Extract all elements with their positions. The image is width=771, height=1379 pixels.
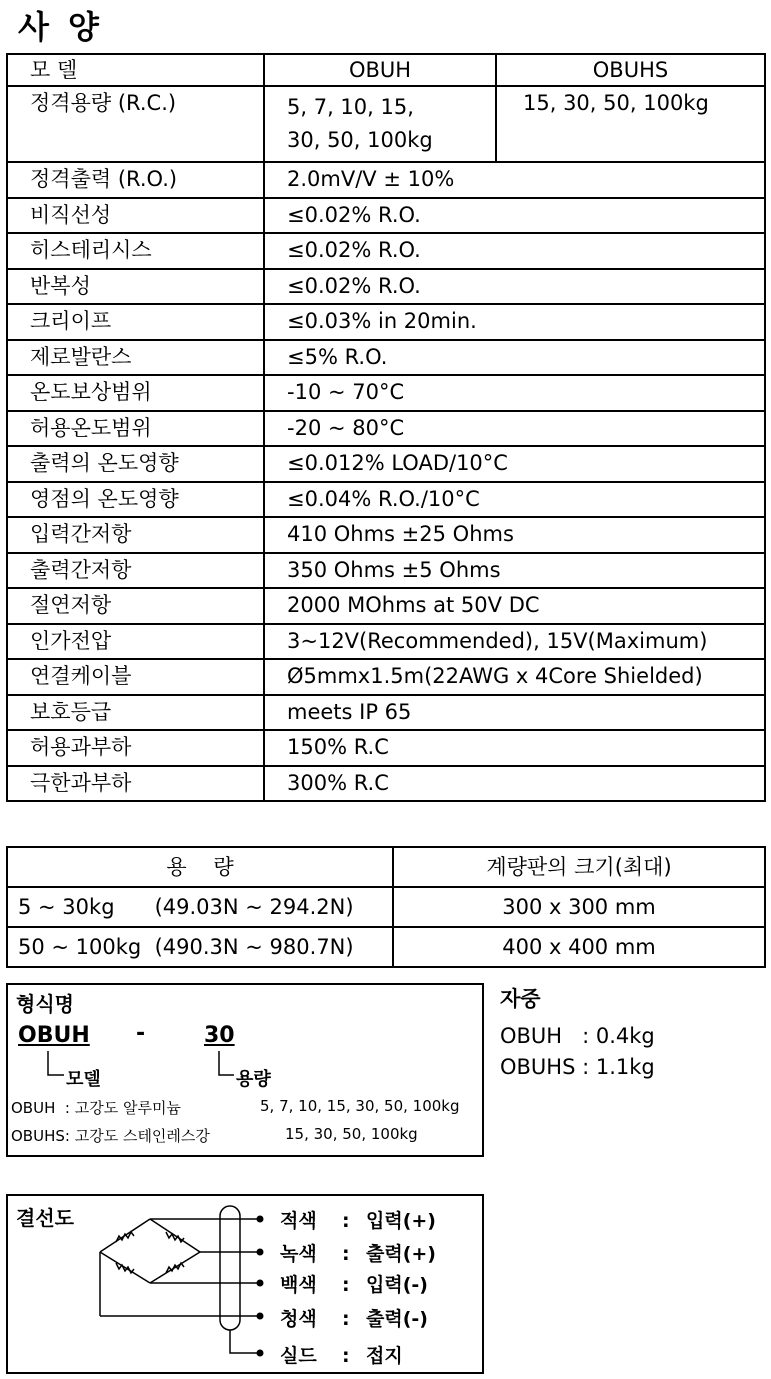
capacity-size: 400 x 400 mm xyxy=(393,927,765,967)
spec-row xyxy=(7,482,765,518)
wire-function: 입력(+) xyxy=(366,1210,436,1232)
spec-header-obuhs: OBUHS xyxy=(496,54,765,86)
spec-value: ≤5% R.O. xyxy=(264,340,765,376)
model-line-model: OBUH xyxy=(11,1099,65,1117)
capacity-table xyxy=(6,846,766,968)
spec-row xyxy=(7,198,765,234)
model-line-desc: : 고강도 알루미늄 xyxy=(64,1099,181,1117)
model-dash: - xyxy=(136,1021,146,1046)
spec-row xyxy=(7,375,765,411)
spec-row xyxy=(7,588,765,624)
model-line-obuh xyxy=(11,1097,181,1118)
wire-color: 백색 xyxy=(280,1274,317,1296)
spec-value: ≤0.02% R.O. xyxy=(264,198,765,234)
capacity-range: 50 ~ 100kg (490.3N ~ 980.7N) xyxy=(7,927,393,967)
capacity-header-range: 용 량 xyxy=(7,847,393,887)
spec-row xyxy=(7,553,765,589)
page-title: 사 양 xyxy=(18,8,103,46)
weight-section xyxy=(500,983,655,1083)
wire-function: 입력(-) xyxy=(366,1274,428,1296)
wire-item xyxy=(280,1270,428,1297)
spec-row xyxy=(7,695,765,731)
spec-label: 크리이프 xyxy=(7,304,264,340)
spec-rows xyxy=(7,162,765,801)
model-line-desc: : 고강도 스테인레스강 xyxy=(64,1127,210,1145)
spec-label: 절연저항 xyxy=(7,588,264,624)
spec-row xyxy=(7,766,765,802)
wire-separator: : xyxy=(342,1243,350,1265)
capacity-code: 30 xyxy=(204,1023,235,1048)
spec-value: -10 ~ 70°C xyxy=(264,375,765,411)
spec-label: 출력의 온도영향 xyxy=(7,446,264,482)
wire-function: 접지 xyxy=(366,1345,403,1367)
spec-label: 영점의 온도영향 xyxy=(7,482,264,518)
spec-obuhs-capacity: 15, 30, 50, 100kg xyxy=(496,86,765,162)
weight-model: OBUHS xyxy=(500,1055,583,1079)
model-line-obuhs xyxy=(11,1125,210,1146)
spec-label: 인가전압 xyxy=(7,624,264,660)
spec-label: 허용온도범위 xyxy=(7,411,264,447)
spec-row xyxy=(7,446,765,482)
spec-header-row xyxy=(7,54,765,86)
spec-label: 히스테리시스 xyxy=(7,233,264,269)
spec-value: ≤0.012% LOAD/10°C xyxy=(264,446,765,482)
spec-table xyxy=(6,53,766,802)
weight-value: : 1.1kg xyxy=(582,1055,655,1079)
spec-value: 3~12V(Recommended), 15V(Maximum) xyxy=(264,624,765,660)
weight-item xyxy=(500,1052,655,1083)
spec-header-obuh: OBUH xyxy=(264,54,496,86)
model-label: 모델 xyxy=(66,1069,101,1090)
spec-label: 비직선성 xyxy=(7,198,264,234)
spec-label: 허용과부하 xyxy=(7,730,264,766)
spec-value: 2000 MOhms at 50V DC xyxy=(264,588,765,624)
spec-label: 출력간저항 xyxy=(7,553,264,589)
spec-value: ≤0.02% R.O. xyxy=(264,233,765,269)
weight-value: : 0.4kg xyxy=(582,1024,655,1048)
spec-row xyxy=(7,340,765,376)
model-code: OBUH xyxy=(18,1023,90,1048)
capacity-size: 300 x 300 mm xyxy=(393,887,765,927)
spec-value: -20 ~ 80°C xyxy=(264,411,765,447)
spec-value: ≤0.02% R.O. xyxy=(264,269,765,305)
wire-separator: : xyxy=(342,1274,350,1296)
spec-value: 410 Ohms ±25 Ohms xyxy=(264,517,765,553)
spec-label: 제로발란스 xyxy=(7,340,264,376)
spec-label: 보호등급 xyxy=(7,695,264,731)
spec-value: meets IP 65 xyxy=(264,695,765,731)
spec-label: 극한과부하 xyxy=(7,766,264,802)
weight-model: OBUH xyxy=(500,1024,583,1048)
spec-label: 입력간저항 xyxy=(7,517,264,553)
spec-label: 정격출력 (R.O.) xyxy=(7,162,264,198)
spec-row xyxy=(7,624,765,660)
spec-row xyxy=(7,411,765,447)
capacity-range: 5 ~ 30kg (49.03N ~ 294.2N) xyxy=(7,887,393,927)
spec-label: 반복성 xyxy=(7,269,264,305)
wire-function: 출력(-) xyxy=(366,1308,428,1330)
wire-separator: : xyxy=(342,1345,350,1367)
model-line-caps: 15, 30, 50, 100kg xyxy=(285,1125,418,1143)
spec-header-label: 모 델 xyxy=(7,54,264,86)
model-line-model: OBUHS xyxy=(11,1127,65,1145)
spec-label: 정격용량 (R.C.) xyxy=(7,86,264,162)
spec-row xyxy=(7,517,765,553)
spec-row xyxy=(7,730,765,766)
model-name-title: 형식명 xyxy=(16,992,74,1016)
wire-separator: : xyxy=(342,1210,350,1232)
spec-row xyxy=(7,233,765,269)
spec-obuh-capacity-line2: 30, 50, 100kg xyxy=(287,128,433,152)
spec-value: ≤0.04% R.O./10°C xyxy=(264,482,765,518)
spec-row xyxy=(7,304,765,340)
model-line-caps: 5, 7, 10, 15, 30, 50, 100kg xyxy=(260,1097,460,1115)
spec-value: Ø5mmx1.5m(22AWG x 4Core Shielded) xyxy=(264,659,765,695)
spec-obuh-capacity xyxy=(264,86,496,162)
wire-function: 출력(+) xyxy=(366,1243,436,1265)
spec-value: 2.0mV/V ± 10% xyxy=(264,162,765,198)
wire-color: 실드 xyxy=(280,1345,317,1367)
spec-row xyxy=(7,162,765,198)
spec-value: 300% R.C xyxy=(264,766,765,802)
spec-value: ≤0.03% in 20min. xyxy=(264,304,765,340)
capacity-header-row xyxy=(7,847,765,887)
spec-label: 연결케이블 xyxy=(7,659,264,695)
wiring-title: 결선도 xyxy=(16,1206,74,1230)
wire-separator: : xyxy=(342,1308,350,1330)
spec-obuh-capacity-line1: 5, 7, 10, 15, xyxy=(287,95,414,119)
wiring-diagram-box xyxy=(6,1194,484,1374)
weight-item xyxy=(500,1021,655,1052)
capacity-row xyxy=(7,887,765,927)
wire-color: 적색 xyxy=(280,1210,317,1232)
weight-title: 자중 xyxy=(500,987,541,1011)
wire-color: 청색 xyxy=(280,1308,317,1330)
spec-row xyxy=(7,659,765,695)
wire-color: 녹색 xyxy=(280,1243,317,1265)
spec-row-capacity xyxy=(7,86,765,162)
spec-row xyxy=(7,269,765,305)
spec-value: 350 Ohms ±5 Ohms xyxy=(264,553,765,589)
capacity-label: 용량 xyxy=(236,1069,271,1090)
capacity-header-size: 계량판의 크기(최대) xyxy=(393,847,765,887)
wire-item xyxy=(280,1304,428,1331)
wire-item xyxy=(280,1341,403,1368)
model-name-box xyxy=(6,983,484,1157)
spec-value: 150% R.C xyxy=(264,730,765,766)
wire-item xyxy=(280,1239,436,1266)
spec-label: 온도보상범위 xyxy=(7,375,264,411)
wire-item xyxy=(280,1206,436,1233)
capacity-row xyxy=(7,927,765,967)
